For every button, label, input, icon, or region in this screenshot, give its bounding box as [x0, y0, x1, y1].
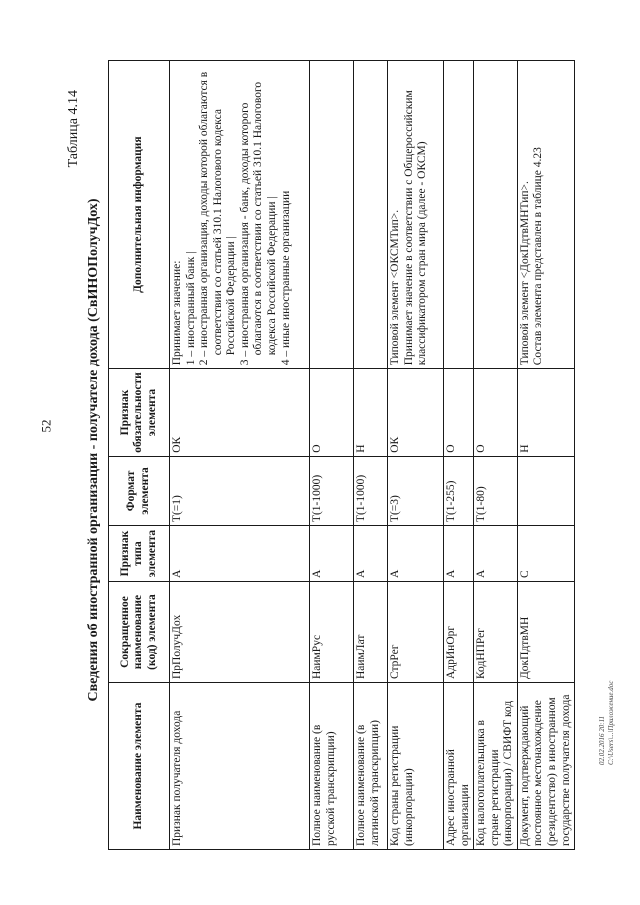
- additional-info-cell: [170, 61, 310, 369]
- column-header: Наименование элемента: [109, 683, 170, 850]
- table-row: [474, 61, 518, 850]
- column-header: Признак обязательности элемента: [109, 369, 170, 457]
- additional-info-cell: [310, 61, 354, 369]
- table-row: [444, 61, 474, 850]
- element-format-cell: Т(1-1000): [310, 456, 354, 525]
- table-row: [354, 61, 388, 850]
- element-spec-table: [108, 60, 575, 850]
- additional-info-cell: [388, 61, 444, 369]
- table-row: [388, 61, 444, 850]
- element-code-cell: НаимРус: [310, 582, 354, 683]
- file-path-note: [598, 681, 616, 765]
- element-code-cell: СтрРег: [388, 582, 444, 683]
- info-line: 2 – иностранная организация, доходы которой облагаются в соответствии со статьей 310.1 Налогового кодекса Российской Федерации |: [198, 71, 238, 366]
- table-row: [310, 61, 354, 850]
- footer-note-line: C:\Users\...\Приложение.doc: [607, 680, 616, 765]
- element-name-cell: Полное наименование (в латинской транскрипции): [354, 683, 388, 850]
- element-required-cell: Н: [354, 369, 388, 457]
- element-type-cell: А: [310, 526, 354, 582]
- element-code-cell: НаимЛат: [354, 582, 388, 683]
- element-name-cell: Документ, подтверждающий постоянное местонахождение (резидентство) в иностранном государстве получателя дохода: [517, 683, 574, 850]
- element-code-cell: АдрИнОрг: [444, 582, 474, 683]
- element-name-cell: Адрес иностранной организации: [444, 683, 474, 850]
- element-name-cell: Признак получателя дохода: [170, 683, 310, 850]
- info-line: Типовой элемент <ДокПдтвМНТип>.: [518, 181, 531, 366]
- rotated-content: [56, 50, 576, 850]
- element-required-cell: ОК: [388, 369, 444, 457]
- info-line: 1 – иностранный банк |: [184, 251, 197, 366]
- additional-info-cell: [354, 61, 388, 369]
- element-type-cell: А: [388, 526, 444, 582]
- additional-info-cell: [517, 61, 574, 369]
- element-format-cell: Т(1-1000): [354, 456, 388, 525]
- table-caption: Сведения об иностранной организации - получателе дохода (СвИНОПолучДох): [86, 198, 101, 702]
- element-format-cell: Т(1-255): [444, 456, 474, 525]
- info-line: 3 – иностранная организация - банк, доходы которого облагаются в соответствии со статьей 310.1 Налогового кодекса Российской Федерации |: [238, 81, 278, 366]
- element-name-cell: Код страны регистрации (инкорпорации): [388, 683, 444, 850]
- element-name-cell: Код налогоплательщика в стране регистрации (инкорпорации) / СВИФТ код: [474, 683, 518, 850]
- additional-info-cell: [474, 61, 518, 369]
- element-required-cell: О: [474, 369, 518, 457]
- element-code-cell: ДокПдтвМН: [517, 582, 574, 683]
- element-type-cell: А: [354, 526, 388, 582]
- column-header: Дополнительная информация: [109, 61, 170, 369]
- element-required-cell: О: [310, 369, 354, 457]
- element-required-cell: О: [444, 369, 474, 457]
- element-type-cell: С: [517, 526, 574, 582]
- element-type-cell: А: [474, 526, 518, 582]
- column-header: Формат элемента: [109, 456, 170, 525]
- footer-note-line: 02.02.2016 20:11: [598, 715, 606, 765]
- element-type-cell: А: [170, 526, 310, 582]
- info-line: Состав элемента представлен в таблице 4.23: [532, 147, 545, 366]
- info-line: Типовой элемент <ОКСМТип>.: [389, 209, 401, 366]
- element-code-cell: ПрПолучДох: [170, 582, 310, 683]
- element-format-cell: [517, 456, 574, 525]
- element-format-cell: Т(=1): [170, 456, 310, 525]
- page-number: 52: [38, 419, 54, 433]
- column-header: Признак типа элемента: [109, 526, 170, 582]
- element-required-cell: ОК: [170, 369, 310, 457]
- element-format-cell: Т(1-80): [474, 456, 518, 525]
- info-line: 4 – иные иностранные организации: [279, 190, 292, 366]
- element-format-cell: Т(=3): [388, 456, 444, 525]
- table-label: Таблица 4.14: [66, 90, 81, 168]
- column-header: Сокращенное наименование (код) элемента: [109, 582, 170, 683]
- element-name-cell: Полное наименование (в русской транскрипции): [310, 683, 354, 850]
- table-row: [170, 61, 310, 850]
- info-line: Принимает значение:: [171, 260, 183, 366]
- table-row: [517, 61, 574, 850]
- element-required-cell: Н: [517, 369, 574, 457]
- element-type-cell: А: [444, 526, 474, 582]
- element-code-cell: КодНПРег: [474, 582, 518, 683]
- additional-info-cell: [444, 61, 474, 369]
- table-header-row: [109, 61, 170, 850]
- info-line: Принимает значение в соответствии с Общероссийским классификатором стран мира (далее - ОКСМ): [402, 90, 429, 366]
